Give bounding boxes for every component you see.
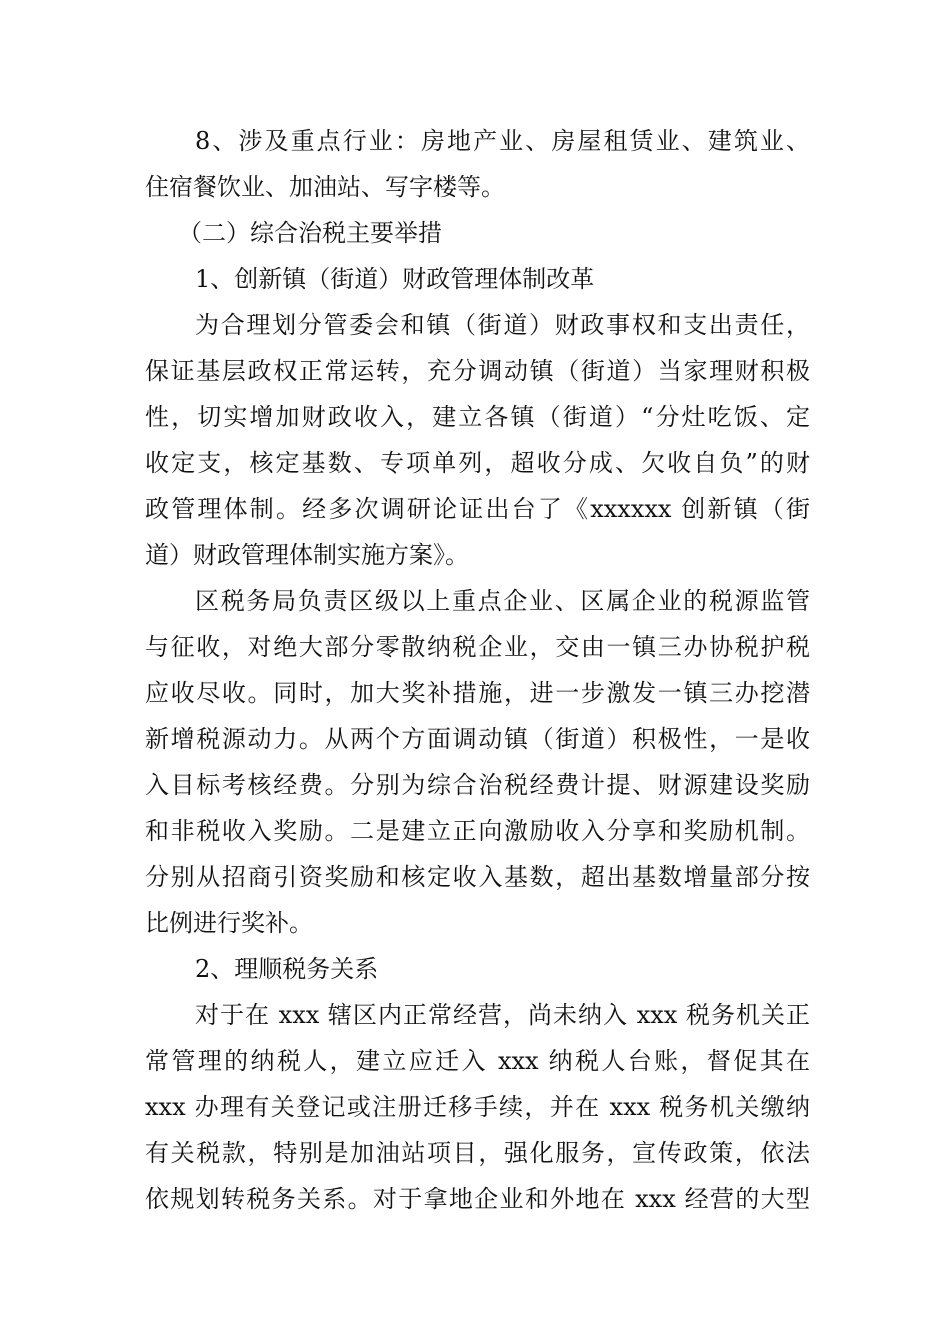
paragraph-line: 分别从招商引资奖励和核定收入基数，超出基数增量部分按 (145, 863, 810, 891)
paragraph-line: xxx 办理有关登记或注册迁移手续，并在 xxx 税务机关缴纳 (145, 1093, 810, 1121)
paragraph-line: 道）财政管理体制实施方案》。 (145, 541, 469, 569)
subsection-heading: 2、理顺税务关系 (195, 955, 379, 983)
paragraph-line: 与征收，对绝大部分零散纳税企业，交由一镇三办协税护税 (145, 633, 810, 661)
paragraph-line: 保证基层政权正常运转，充分调动镇（街道）当家理财积极 (145, 357, 810, 385)
paragraph-line: 8、涉及重点行业：房地产业、房屋租赁业、建筑业、 (195, 127, 810, 155)
paragraph-line: 对于在 xxx 辖区内正常经营，尚未纳入 xxx 税务机关正 (195, 1001, 810, 1029)
paragraph-line: 为合理划分管委会和镇（街道）财政事权和支出责任， (195, 311, 810, 339)
paragraph-line: 区税务局负责区级以上重点企业、区属企业的税源监管 (195, 587, 810, 615)
paragraph-line: 性，切实增加财政收入，建立各镇（街道）“分灶吃饭、定 (145, 403, 810, 431)
paragraph-line: 入目标考核经费。分别为综合治税经费计提、财源建设奖励 (145, 771, 810, 799)
paragraph-line: 比例进行奖补。 (145, 909, 313, 937)
paragraph-line: 和非税收入奖励。二是建立正向激励收入分享和奖励机制。 (145, 817, 810, 845)
paragraph-line: 应收尽收。同时，加大奖补措施，进一步激发一镇三办挖潜 (145, 679, 810, 707)
paragraph-line: 政管理体制。经多次调研论证出台了《xxxxxx 创新镇（街 (145, 495, 810, 523)
subsection-heading: 1、创新镇（街道）财政管理体制改革 (195, 265, 595, 293)
section-heading: （二）综合治税主要举措 (178, 219, 442, 247)
paragraph-line: 住宿餐饮业、加油站、写字楼等。 (145, 173, 505, 201)
paragraph-line: 新增税源动力。从两个方面调动镇（街道）积极性，一是收 (145, 725, 810, 753)
paragraph-line: 依规划转税务关系。对于拿地企业和外地在 xxx 经营的大型 (145, 1185, 810, 1213)
paragraph-line: 有关税款，特别是加油站项目，强化服务，宣传政策，依法 (145, 1139, 810, 1167)
paragraph-line: 常管理的纳税人，建立应迁入 xxx 纳税人台账，督促其在 (145, 1047, 810, 1075)
paragraph-line: 收定支，核定基数、专项单列，超收分成、欠收自负”的财 (145, 449, 810, 477)
